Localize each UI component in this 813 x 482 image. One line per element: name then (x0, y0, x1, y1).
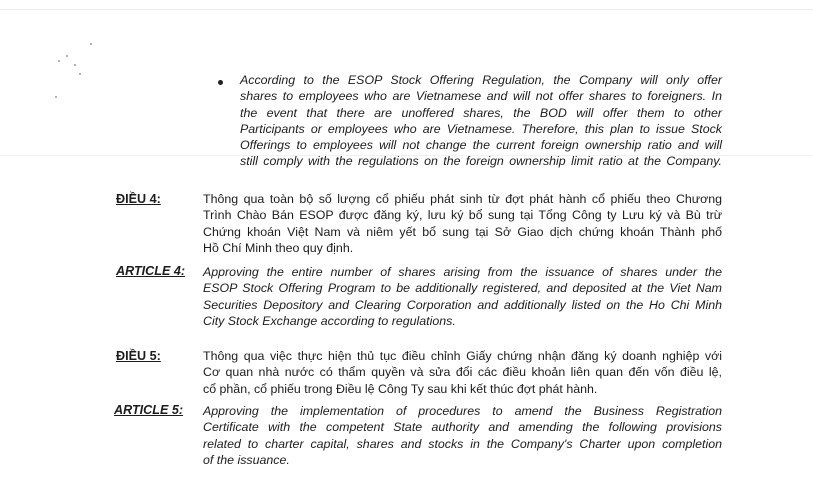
dieu-4-heading: ĐIỀU 4: (116, 192, 161, 206)
text-line: still comply with the regulations on the foreign ownership limit ratio at the Company. (240, 154, 722, 169)
article-4-paragraph (203, 264, 722, 329)
text-line: cổ phần, cổ phiếu trong Điều lệ Công Ty sau khi kết thúc đợt phát hành. (203, 381, 598, 396)
text-line: shares to employees who are Vietnamese and will not offer shares to foreigners. In (240, 89, 722, 104)
scan-speck (74, 64, 76, 66)
text-line: Approving the entire number of shares arising from the issuance of shares under the (203, 265, 722, 279)
text-line: City Stock Exchange according to regulations. (203, 313, 456, 328)
article-4-heading: ARTICLE 4: (116, 264, 186, 278)
scan-speck (79, 73, 81, 75)
text-line: Trình Chào Bán ESOP được đăng ký, lưu ký bổ sung tại Tổng Công ty Lưu ký và Bù trừ (203, 208, 722, 223)
article-5-heading: ARTICLE 5: (114, 403, 184, 417)
scan-speck (58, 60, 60, 62)
text-line: Cơ quan nhà nước có thẩm quyền và sửa đổi các điều khoản liên quan đến vốn điều lệ, (203, 365, 722, 380)
dieu-4-paragraph (203, 191, 722, 256)
scan-speck (66, 55, 68, 57)
scan-speck (55, 96, 57, 98)
scan-artifact-line (0, 9, 813, 10)
esop-bullet-paragraph (240, 72, 722, 170)
text-line: ESOP Stock Offering Program to be additionally registered, and deposited at the Viet Nam (203, 281, 722, 296)
text-line: Thông qua toàn bộ số lượng cổ phiếu phát sinh từ đợt phát hành cổ phiếu theo Chương (203, 192, 722, 206)
dieu-5-paragraph (203, 348, 722, 397)
bullet-point (218, 80, 223, 85)
text-line: Offerings to employees will not change the current foreign ownership ratio and will (240, 138, 722, 153)
text-line: According to the ESOP Stock Offering Regulation, the Company will only offer (240, 73, 722, 87)
text-line: Chứng khoán Việt Nam và niêm yết bổ sung tại Sở Giao dịch chứng khoán Thành phố (203, 224, 722, 239)
article-5-paragraph (203, 403, 722, 468)
text-line: Approving the implementation of procedures to amend the Business Registration (203, 404, 722, 418)
text-line: related to charter capital, shares and stocks in the Company's Charter upon completion (203, 436, 722, 451)
text-line: Securities Depository and Clearing Corporation and additionally listed on the Ho Chi Minh (203, 297, 722, 312)
scan-speck (90, 43, 92, 45)
text-line: Hồ Chí Minh theo quy định. (203, 240, 354, 255)
dieu-5-heading: ĐIỀU 5: (116, 349, 161, 363)
text-line: Certificate with the competent State authority and amending the following provisions (203, 420, 722, 435)
text-line: Participants or employees who are Vietnamese. Therefore, this plan to issue Stock (240, 121, 722, 136)
text-line: the event that there are unoffered shares, the BOD will offer them to other (240, 105, 722, 120)
text-line: of the issuance. (203, 452, 290, 467)
text-line: Thông qua việc thực hiện thủ tục điều chỉnh Giấy chứng nhận đăng ký doanh nghiệp với (203, 349, 722, 363)
